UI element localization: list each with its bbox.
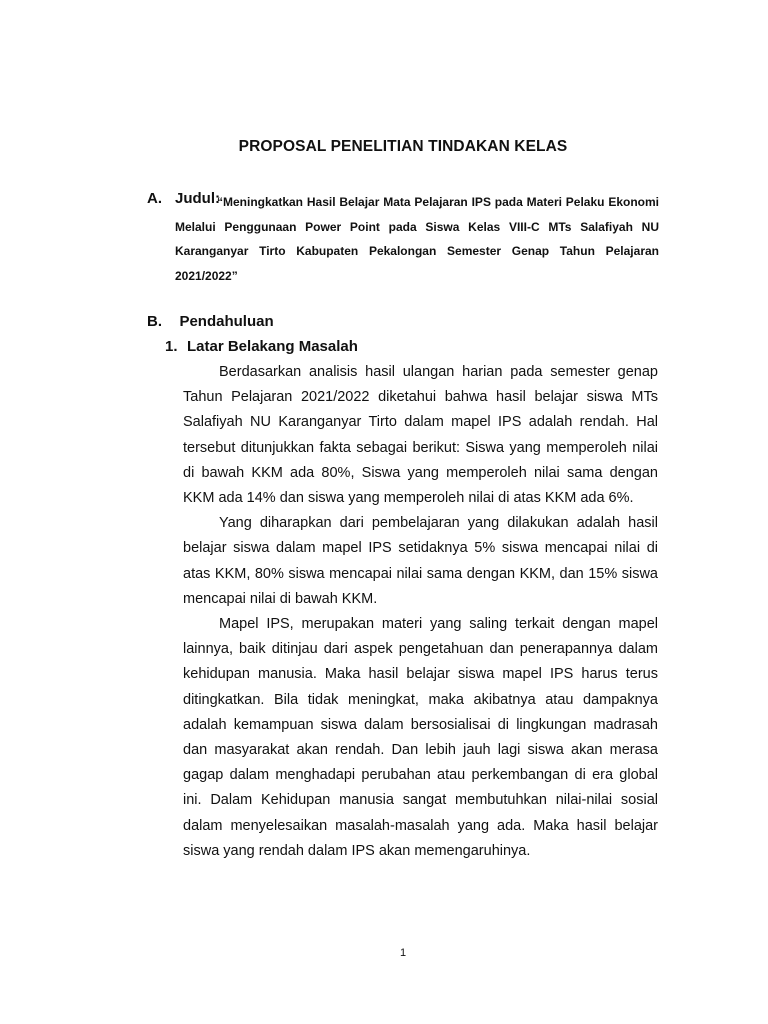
section-a-heading: Judul: — [175, 190, 220, 207]
section-a-judul — [147, 190, 659, 283]
subsection-1-heading — [165, 338, 358, 355]
section-b-heading-line — [147, 313, 659, 331]
paragraph: Yang diharapkan dari pembelajaran yang dilakukan adalah hasil belajar siswa dalam mapel IPS setidaknya 5% siswa mencapai nilai di atas KKM, 80% siswa mencapai nilai sama dengan KKM, dan 15% siswa mencapai nilai di bawah KKM. — [183, 515, 658, 607]
background-body — [183, 360, 658, 864]
section-a-letter: A. — [147, 190, 162, 207]
section-b-letter: B. — [147, 313, 162, 330]
research-title-text — [175, 190, 659, 288]
subsection-1-title: Latar Belakang Masalah — [187, 338, 358, 355]
research-title-content: “Meningkatkan Hasil Belajar Mata Pelajaran IPS pada Materi Pelaku Ekonomi Melalui Penggunaan Power Point pada Siswa Kelas VIII-C MTs Salafiyah NU Karanganyar Tirto Kabupaten Pekalongan Semester Genap Tahun Pelajaran 2021/2022” — [175, 195, 659, 283]
paragraph: Mapel IPS, merupakan materi yang saling terkait dengan mapel lainnya, baik ditinjau dari aspek pengetahuan dan penerapannya dalam kehidupan manusia. Maka hasil belajar siswa mapel IPS harus terus ditingkatkan. Bila tidak meningkat, maka akibatnya atau dampaknya adalah kemampuan siswa dalam bersosialisai di lingkungan madrasah dan masyarakat akan rendah. Dan lebih jauh lagi siswa akan merasa gagap dalam menghadapi perubahan atau perkembangan di era global ini. Dalam Kehidupan manusia sangat membutuhkan nilai-nilai sosial dalam menyelesaikan masalah-masalah yang ada. Maka hasil belajar siswa yang rendah dalam IPS akan memengaruhinya. — [183, 616, 658, 859]
subsection-1-number: 1. — [165, 338, 178, 355]
document-title: PROPOSAL PENELITIAN TINDAKAN KELAS — [238, 138, 568, 155]
paragraph: Berdasarkan analisis hasil ulangan harian pada semester genap Tahun Pelajaran 2021/2022 diketahui bahwa hasil belajar siswa MTs Salafiyah NU Karanganyar Tirto dalam mapel IPS adalah rendah. Hal tersebut ditunjukkan fakta sebagai berikut: Siswa yang memperoleh nilai di bawah KKM ada 80%, Siswa yang memperoleh nilai sama dengan KKM ada 14% dan siswa yang memperoleh nilai di atas KKM ada 6%. — [183, 364, 658, 507]
page-number: 1 — [399, 947, 407, 959]
section-b-heading: Pendahuluan — [179, 313, 274, 330]
